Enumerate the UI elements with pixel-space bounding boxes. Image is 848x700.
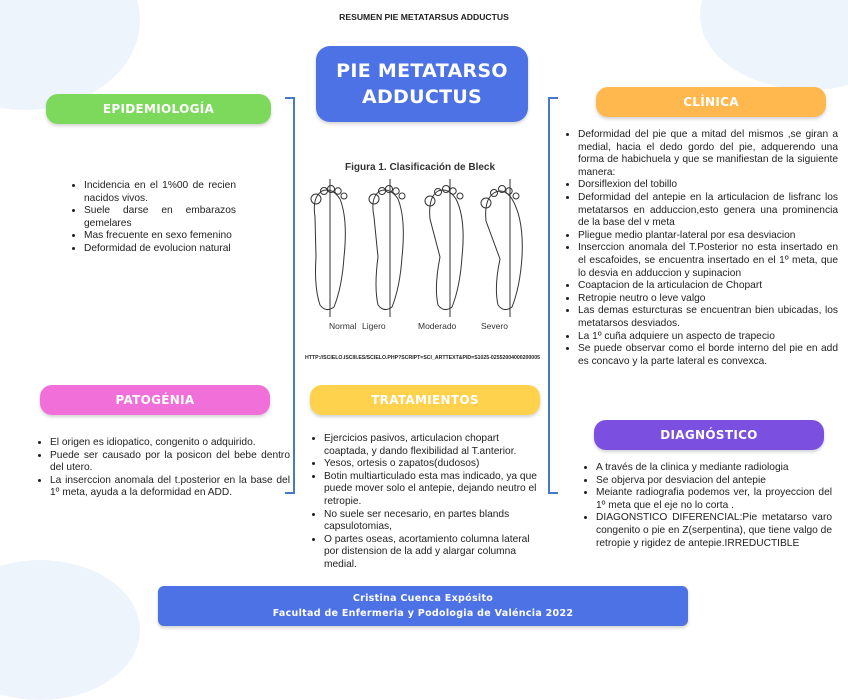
clinica-item: • La 1º cuña adquiere un aspecto de trapecio	[578, 331, 838, 344]
diagnostico-item: • A través de la clinica y mediante radiologia	[596, 462, 832, 475]
tratamientos-item: • No suele ser necesario, en partes blands capsulotomias,	[324, 509, 538, 534]
patogenia-item: • El origen es idiopatico, congenito o adquirido.	[50, 437, 290, 450]
footer-banner	[158, 586, 688, 626]
tratamientos-item: • Yesos, ortesis o zapatos(dudosos)	[324, 458, 538, 471]
clinica-item: • Inserccion anomala del T.Posterior no esta insertado en el escafoides, se encuentra insertado en el 1º meta, que lo desvia en adduccion y supinacion	[578, 242, 838, 280]
main-title-line-1: PIE METATARSO	[336, 60, 508, 82]
figure-label-ligero: Ligero	[362, 321, 386, 331]
tratamientos-item: • O partes oseas, acortamiento columna lateral por distension de la add y alargar columna medial.	[324, 534, 538, 572]
epidemiologia-item: • Deformidad de evolucion natural	[84, 243, 236, 256]
diagnostico-item: • Meiante radiografia podemos ver, la proyeccion del 1º meta que el eje no lo corta .	[596, 487, 832, 512]
tratamientos-item: • Botin multiarticulado esta mas indicado, ya que puede mover solo el antepie, dejando neutro el retropie.	[324, 471, 538, 509]
diagnostico-item: • DIAGONSTICO DIFERENCIAL:Pie metatarso varo congenito o pie en Z(serpentina), que tiene valgo de retropie y rigidez de antepie.IRREDUCTIBLE	[596, 512, 832, 550]
tratamientos-section	[308, 433, 538, 572]
clinica-item: • Pliegue medio plantar-lateral por esa desviacion	[578, 230, 838, 243]
diagnostico-section	[580, 462, 832, 550]
figure-label-severo: Severo	[481, 321, 508, 331]
epidemiologia-connector	[285, 97, 295, 494]
bleck-classification-figure	[300, 177, 530, 319]
foot-severo-drawing	[481, 179, 522, 317]
patogenia-item: • La inserccion anomala del t.posterior en la base del 1º meta, ayuda a la deformidad en ADD.	[50, 475, 290, 500]
clinica-item: • Se puede observar como el borde interno del pie en add es concavo y la parte lateral es convexca.	[578, 343, 838, 368]
clinica-section	[562, 129, 838, 368]
figure-source-link[interactable]: HTTP://SCIELO.ISCIII.ES/SCIELO.PHP?SCRIPT=SCI_ARTTEXT&PID=S1025-02552004000200005	[305, 355, 540, 361]
patogenia-section	[34, 437, 290, 500]
main-title	[316, 46, 528, 122]
epidemiologia-item: • Suele darse en embarazos gemelares	[84, 205, 236, 230]
clinica-heading: CLÍNICA	[596, 87, 826, 117]
footer-institution: Facultad de Enfermeria y Podologia de Valéncia 2022	[272, 608, 574, 619]
epidemiologia-section	[68, 180, 236, 256]
page-title: RESUMEN PIE METATARSUS ADDUCTUS	[339, 12, 509, 22]
patogenia-heading: PATOGÉNIA	[40, 385, 270, 415]
clinica-connector	[548, 97, 558, 494]
clinica-item: • Dorsiflexion del tobillo	[578, 179, 838, 192]
tratamientos-item: • Ejercicios pasivos, articulacion chopart coaptada, y dando flexibilidad al T.anterior.	[324, 433, 538, 458]
foot-ligero-drawing	[369, 179, 405, 317]
footer-author: Cristina Cuenca Expósito	[352, 593, 494, 604]
clinica-item: • Las demas esturcturas se encuentran bien ubicadas, los metatarsos desviados.	[578, 305, 838, 330]
figure-labels	[300, 321, 530, 333]
foot-normal-drawing	[311, 179, 347, 317]
patogenia-item: • Puede ser causado por la posicon del bebe dentro del utero.	[50, 450, 290, 475]
clinica-item: • Coaptacion de la articulacion de Chopart	[578, 280, 838, 293]
clinica-item: • Deformidad del antepie en la articulacion de lisfranc los metatarsos en adduccion,esto genera una prominencia de la base del v meta	[578, 192, 838, 230]
background-decoration	[0, 560, 140, 700]
epidemiologia-item: • Incidencia en el 1%00 de recien nacidos vivos.	[84, 180, 236, 205]
figure-caption: Figura 1. Clasificación de Bleck	[345, 162, 496, 173]
figure-label-normal: Normal	[329, 321, 357, 331]
epidemiologia-item: • Mas frecuente en sexo femenino	[84, 230, 236, 243]
clinica-item: • Retropie neutro o leve valgo	[578, 293, 838, 306]
diagnostico-heading: DIAGNÓSTICO	[594, 420, 824, 450]
foot-moderado-drawing	[425, 179, 463, 317]
main-title-line-2: ADDUCTUS	[361, 86, 483, 108]
diagnostico-item: • Se objerva por desviacion del antepie	[596, 475, 832, 488]
epidemiologia-heading: EPIDEMIOLOGÍA	[46, 94, 271, 124]
figure-label-moderado: Moderado	[418, 321, 457, 331]
clinica-item: • Deformidad del pie que a mitad del mismos ,se giran a medial, hacia el dedo gordo del pie, adquerendo una forma de habichuela y que se manifiestan de la siguiente manera:	[578, 129, 838, 179]
tratamientos-heading: TRATAMIENTOS	[310, 385, 540, 415]
